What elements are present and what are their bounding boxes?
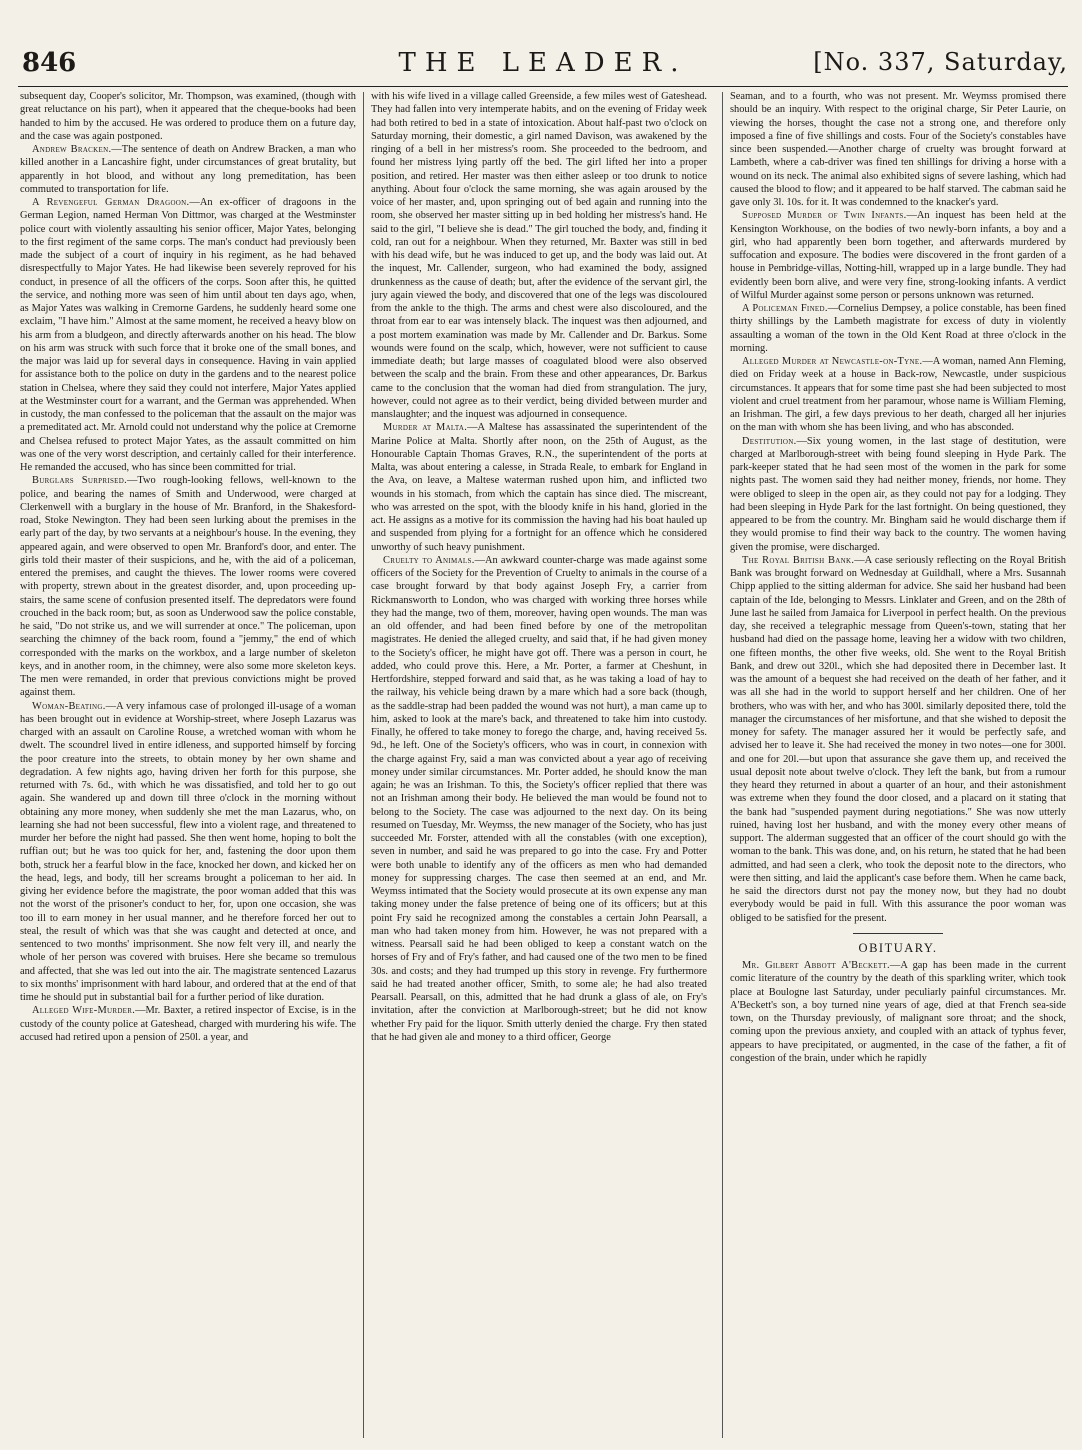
continued-paragraph [371,90,707,421]
article-paragraph [730,355,1066,435]
article-heading: Supposed Murder of Twin Infants. [742,210,907,222]
article-heading: A Policeman Fined. [742,303,828,314]
section-rule [853,933,943,934]
column-1 [20,90,356,1442]
article-paragraph [20,700,356,1005]
article-paragraph [20,1004,356,1044]
column-3 [730,90,1066,1442]
article-paragraph [20,143,356,196]
article-text: —Mr. Baxter, a retired inspector of Excise, is in the custody of the county police at Gateshead, charged with murdering his wife. The accused had retired upon a pension of 250l. a year, and [20,1005,356,1043]
article-paragraph [371,554,707,1044]
article-heading: Alleged Murder at Newcastle-on-Tyne. [742,356,923,367]
article-text: Seaman, and to a fourth, who was not present. Mr. Weymss promised there should be an inquiry. With respect to the original charge, Sir Peter Laurie, on viewing the horses, thought the case not a strong one, and therefore only imposed a fine of five shillings and costs. Four of the Society's constables have since been suspended.—Another charge of cruelty was brought forward at Lambeth, where a cab-driver was fined ten shillings for driving a horse with a wound on its neck. The animal also exhibited signs of severe lashing, which had caused the blood to flow; and it appeared to be half starved. The cabman said he gave only 3l. 10s. for it. It was condemned to the knacker's yard. [730,91,1066,208]
article-text: —A case seriously reflecting on the Royal British Bank was brought forward on Wednesday at Guildhall, where a Mrs. Susannah Chipp applied to the sitting alderman for advice. She said her husband had been captain of the Ide, belonging to Messrs. Linklater and Green, and on the 28th of June last he sailed from Jamaica for Liverpool in perfect health. On the previous day, she received a telegraphic message from Queen's-town, stating that her husband had died on the passage home, leaving her a widow with two children, one fifteen months, the other five weeks, old. She went to the Royal British Bank, and drew out 320l., which she had deposited there in December last. It was the amount of a bequest she had received on the death of her father, and it was all she had in the world to support herself and her children. One of her brothers, who was with her, and who has 300l. similarly deposited there, told the manager the circumstances of her misfortune, and that she wished to deposit the money for safety. The manager assured her it would be perfectly safe, and advised her to leave it. She had received the money in two notes—one for 300l. and one for 20l.—but upon that assurance she gave them up, and received the usual deposit note about twelve o'clock. They left the bank, but from a rumour they heard they returned in about a quarter of an hour, and their astonishment was extreme when they found the door closed, and a placard on it stating that the bank had "suspended payment during negotiations." She was now utterly ruined, having lost her husband, and with the money every other means of support. The alderman suggested that an officer of the court should go with the woman to the bank. This was done, and, on his return, he stated that he had been admitted, and had seen a clerk, who took the deposit note to the directors, who were then sitting, and laid the applicant's case before them. When he came back, he said the directors durst not pay the money now, but they had no doubt everybody would be paid in full. With this assurance the poor woman was obliged to be satisfied for the present. [730,554,1066,924]
article-heading: Burglars Surprised. [32,475,127,487]
article-text: —Six young women, in the last stage of destitution, were charged at Marlborough-street with being found sleeping in Hyde Park. The park-keeper stated that he had seen most of the women in the park for some nights past. The women said they had neither money, friends, nor home. They were obliged to sleep in the open air, as they could not pay for a lodging. They had been sleeping in Hyde Park for the last fortnight. On being questioned, they appeared to be from the country. Mr. Bingham said he would discharge them if they would promise to find their way back to the country. The women having given the promise, were discharged. [730,435,1066,553]
page-number: 846 [22,48,77,78]
article-paragraph [20,196,356,474]
article-heading: Murder at Malta. [383,422,468,434]
continued-paragraph [20,90,356,143]
article-heading: Woman-Beating. [32,700,106,712]
column-divider [363,92,364,1438]
article-text: —An inquest has been held at the Kensington Workhouse, on the bodies of two newly-born infants, a boy and a girl, who had apparently been born together, and afterwards murdered by suffocation and exposure. The bodies were discovered in the front garden of a house in Pembridge-villas, Notting-hill, wrapped up in a large bundle. They had evidently been born alive, and were very fine, strong-looking infants. A verdict of Wilful Murder against some person or persons unknown was returned. [730,210,1066,301]
article-text: —A woman, named Ann Fleming, died on Friday week at a house in Back-row, Newcastle, under suspicious circumstances. It appears that for some time past she had been subjected to most violent and cruel treatment from her paramour, whose name is William Fleming, an Irishman. The girl, a few days previous to her death, charged all her injuries on the man with whom she has been living, and who has absconded. [730,356,1066,434]
article-heading: The Royal British Bank. [742,554,855,566]
article-paragraph [730,435,1066,554]
article-paragraph [730,554,1066,925]
obituary-heading: OBITUARY. [858,940,938,955]
article-heading: Cruelty to Animals. [383,554,475,566]
page-header [18,6,1068,80]
article-text: subsequent day, Cooper's solicitor, Mr. Thompson, was examined, (though with great reluctance on his part), when it appeared that the cheque-books had been handed to him by the accused. He was ordered to produce them on a future day, and the case was again postponed. [20,91,356,142]
article-paragraph [730,302,1066,355]
masthead-title: THE LEADER. [398,48,688,78]
header-rule [18,86,1068,87]
article-text: —The sentence of death on Andrew Bracken, a man who killed another in a Lancashire fight, under circumstances of great brutality, but apparently in hot blood, and without any long premeditation, has been commuted to transportation for life. [20,144,356,195]
article-text: —A very infamous case of prolonged ill-usage of a woman has been brought out in evidence at Worship-street, where Joseph Lazarus was charged with an assault on Caroline Rouse, a wretched woman with whom he dwelt. The scoundrel lived in entire idleness, and supported himself by forcing the poor creature into the streets, to obtain money by her own shame and degradation. A few nights ago, having driven her forth for this purpose, she returned with 7s. 6d., with which he was dissatisfied, and told her to go out again. She wandered up and down till three o'clock in the morning without obtaining any more money, when suddenly she met the man Lazarus, who, on learning she had not been successful, flew into a violent rage, and threatened to murder her before the night had passed. She then went home, hoping to bolt the ruffian out; but he was too quick for her, and, fastening the door upon them both, struck her a fearful blow in the face, knocked her down, and kicked her on the head, legs, and body, till her screams brought a policeman to her aid. In giving her evidence before the magistrate, the poor woman added that this was not the worst of the prisoner's conduct to her, for, upon one occasion, she was too ill to earn money in her usual manner, and he therefore forced her out to steal, the result of which was that she was caught and detected at once, and sentenced to two months' imprisonment. She now felt very ill, and nearly the whole of her person was covered with bruises. Here she became so tremulous and affected, that she was led out into the air. The magistrate sentenced Lazarus to six months' imprisonment with hard labour, and ordered that at the end of that time he should put in substantial bail for a further period of like duration. [20,700,356,1003]
article-heading: A Revengeful German Dragoon. [32,197,190,208]
article-paragraph [730,209,1066,302]
obituary-text: —A gap has been made in the current comic literature of the country by the death of this sparkling writer, which took place at Boulogne last Saturday, under peculiarly painful circumstances. Mr. A'Beckett's son, a boy turned nine years of age, died at that French sea-side town, on the Thursday previously, of malignant sore throat; and the shock, coming upon the previous anxiety, and coupled with an attack of typhus fever, appears to have precipitated, or augmented, in the case of the father, a fit of congestion of the brain, under which he rapidly [730,960,1066,1064]
article-heading: Andrew Bracken. [32,144,112,155]
article-text: —An ex-officer of dragoons in the German Legion, named Herman Von Dittmor, was charged at the Westminster police court with violently assaulting his senior officer, Major Yates, belonging to the first regiment of the same corps. The man's conduct had previously been made the subject of a court of inquiry in his regiment, as he had behaved disrespectfully to Major Yates. He had likewise been severely reproved for his conduct, in presence of all the officers of the corps. Soon after this, he quitted the service, and nothing more was seen of him until about ten days ago, when, as Major Yates was walking in Cremorne Gardens, he suddenly heard some one exclaim, "I have him." Almost at the same moment, he received a heavy blow on his arm from a bludgeon, and directly afterwards another on his head. The blow on his arm was struck with such force that it broke one of the small bones, and the major was laid up for several days in consequence. Having in vain applied for assistance both to the police on duty in the gardens and to the nearest police station in Chelsea, where they said they could not interfere, Major Yates applied at the Westminster court for a warrant, and the German was apprehended. When in custody, the man confessed to the policeman that the assault on the major was a premeditated act. Mr. Arnold could not understand why the police at Cremorne and Chelsea refused to protect Major Yates, as the assault committed on him was one of the very worst description, and certainly called for their interference. He remanded the accused, who has since been committed for trial. [20,197,356,473]
article-paragraph [20,474,356,699]
article-text: —An awkward counter-charge was made against some officers of the Society for the Prevention of Cruelty to animals in the course of a case brought forward by that body against Joseph Fry, a carrier from Rickmansworth to London, who was charged with working three horses while they had the mange, two of them, moreover, having open wounds. The man was an old offender, and had been fined before by one of the metropolitan magistrates. He denied the alleged cruelty, and said that, if he had given money to the Society's officer, he might have got off. There was a person in court, he added, who could prove this. Here, a Mr. Porter, a farmer at Cheshunt, in Hertfordshire, stepped forward and said that, as he was taking a load of hay to the railway, his vehicle being drawn by a mare which had a sore back (though, as the saddle-strap had been padded the wound was not hurt), a man came up to him, asked to look at the mare's back, and threatened to take him into custody. Finally, he offered to take money to forego the charge, and, having received 5s. 9d., he left. One of the Society's officers, who was in court, in connexion with the charge against Fry, said a man was convicted about a year ago of receiving money under similar circumstances. Mr. Porter added, he should know the man again; he was an Irishman. To this, the Society's officer replied that there was not an Irishman among their body. He believed the man would be found not to belong to the Society. The case was adjourned to the next day. On its being resumed on Tuesday, Mr. Weymss, the new manager of the Society, who has just succeeded Mr. Forster, attended with all the constables (with one exception), seven in number, and said he was prepared to go into the case. Fry and Potter were both unable to identify any of the officers as men who had demanded money for suppressing charges. The case then seemed at an end, and Mr. Weymss intimated that the Society would prosecute at its own expense any man taking money under the false pretence of being one of its officers; but at this point Fry said he recognized among the constables a certain John Pearsall, a man who had taken money from him. However, he was not prepared with a witness. Pearsall said he had been obliged to keep a constant watch on the horses of Fry and of Fry's father, and had caused one of the two men to be fined 30s. and costs; and they had trumped up this story in revenge. Fry furthermore said he had treated another officer, Smith, to some ale; he had also treated Pearsall. Pearsall, on this, admitted that he had drunk a glass of ale, on Fry's invitation, after the conviction at Marlborough-street; but he did not know whether Fry paid for the liquor. Smith utterly denied the charge. Fry then stated that he had given ale and money to a third officer, George [371,554,707,1043]
obituary-subject: Mr. Gilbert Abbott A'Beckett. [742,960,890,971]
article-text: —Two rough-looking fellows, well-known to the police, and bearing the names of Smith and Underwood, were charged at Clerkenwell with a burglary in the house of Mr. Branford, in the Shakesford-road, Stoke Newington. They had been seen lurking about the premises in the early part of the day, by two servants at a neighbour's house. In the evening, they appeared again, and were observed to open Mr. Branford's door, and enter. The girls told their master of their suspicions, and he, with the aid of a policeman, entered the premises, and caught the thieves. The lower rooms were covered with property, strewn about in the greatest disorder, and, upon proceeding up-stairs, the same scene of confusion presented itself. The depredators were found crouched in the back room; but, as soon as Underwood saw the police constable, he said, "Do not strike us, and we will surrender at once." The policeman, upon searching the chimney of the back room, found a "jemmy," the end of which corresponded with the marks on the workbox, and a large number of skeleton keys, and in another room, in the chimney, were also some more skeleton keys. The men were remanded, in order that previous convictions might be proved against them. [20,475,356,699]
article-text: with his wife lived in a village called Greenside, a few miles west of Gateshead. They had fallen into very intemperate habits, and on the evening of Friday week had both retired to bed in a state of intoxication. About half-past two o'clock on Saturday morning, their domestic, a girl named Davison, was awakened by the ringing of a bell in her mistress's room. She proceeded to the bedroom, and found her mistress lying partly off the bed. The girl lifted her into a proper position, and retired. Her master was then either asleep or too drunk to notice anything. About four o'clock the same morning, she was again aroused by the voice of her master, and, upon springing out of bed again and running into the room, she observed her master sitting up in bed holding her mistress's hand. He said to the girl, "I believe she is dead." The girl touched the body, and, finding it cold, ran out for a neighbour. When they returned, Mr. Baxter was still in bed with his dead wife, but he was induced to get up, and the body was laid out. At the inquest, Mr. Callender, surgeon, who had examined the body, assigned drunkenness as the cause of death; but, after the evidence of the servant girl, the jury again viewed the body, and discovered that one of the legs was discoloured from the ankle to the thigh. The arms and chest were also discoloured, and the throat from ear to ear was intensely black. The inquest was then adjourned, and a post mortem examination was made by Mr. Callender and Dr. Barkus. Some wounds were found on the scalp, which, however, were not sufficient to cause immediate death; but large masses of coagulated blood were also observed between the scalp and the brain. From these and other appearances, Dr. Barkus came to the conclusion that the woman had died from strangulation. The jury, however, could not agree as to their verdict, being divided between murder and manslaughter; and the inquest was adjourned in consequence. [371,91,707,420]
obituary-paragraph [730,959,1066,1065]
column-divider [722,92,723,1438]
article-text: —Cornelius Dempsey, a police constable, has been fined thirty shillings by the Lambeth magistrate for excess of duty in violently assaulting a woman of the town in the Old Kent Road at three o'clock in the morning. [730,303,1066,354]
article-heading: Destitution. [742,435,797,447]
column-2 [371,90,707,1442]
issue-info: [No. 337, Saturday, [813,48,1068,76]
article-paragraph [371,421,707,554]
article-heading: Alleged Wife-Murder. [32,1005,136,1017]
article-text: —A Maltese has assassinated the superintendent of the Marine Police at Malta. Shortly after noon, on the 25th of August, as the Honourable Captain Thomas Graves, R.N., the superintendent of the ports at Malta, was about entering a calesse, in Strada Reale, to embark for England in the Ava, on leave, a Maltese waterman rushed upon him, and inflicted two wounds in his stomach, from which the captain has since died. The miscreant, who was arrested on the spot, with the bloody knife in his hand, gloried in the act. He assigns as a motive for its commission the having had his boat hauled up and suspended from plying for a fortnight for an offence which he considered unworthy of such heavy punishment. [371,422,707,553]
continued-paragraph [730,90,1066,209]
